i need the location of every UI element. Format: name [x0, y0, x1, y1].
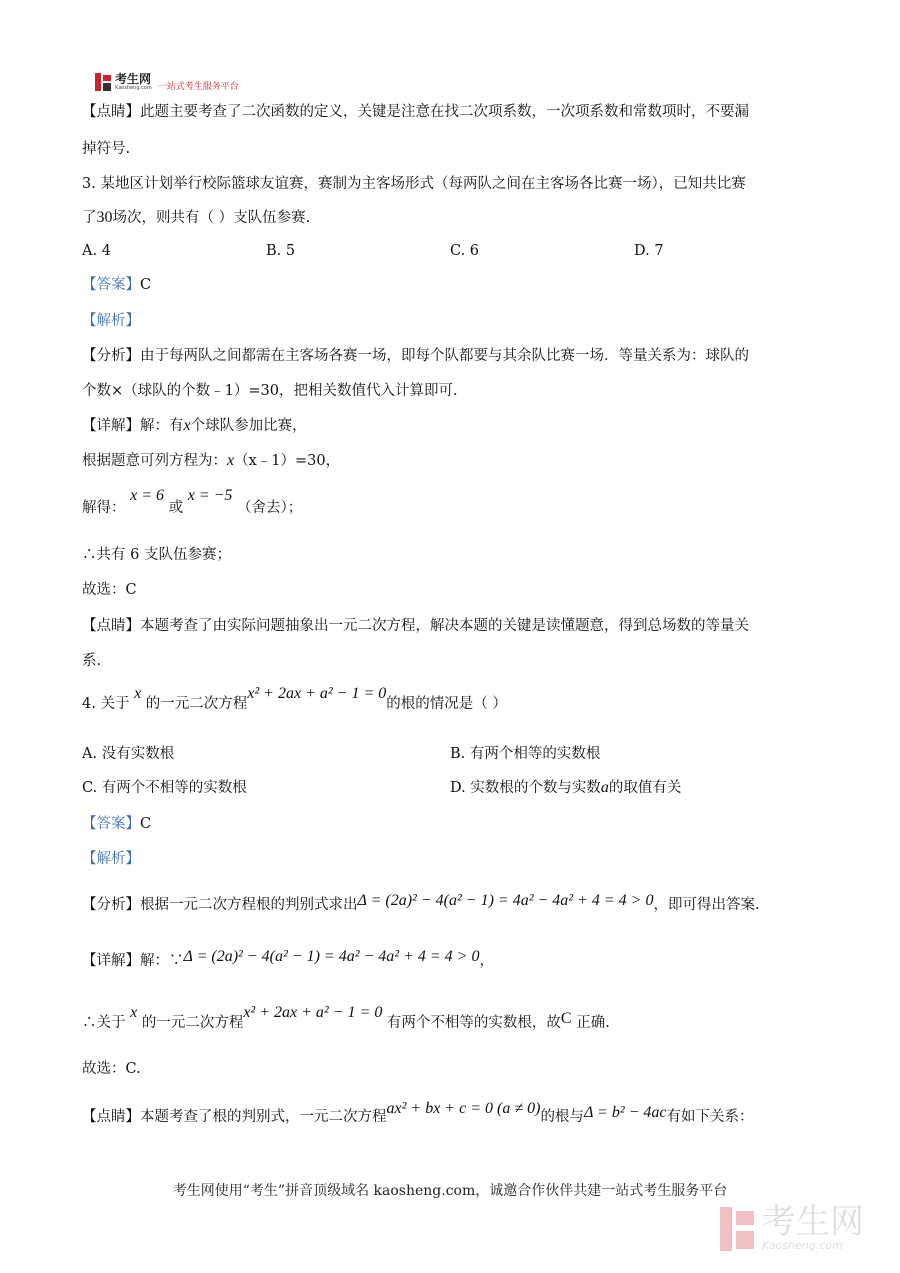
q4-option-b: B. 有两个相等的实数根	[450, 746, 601, 762]
text: 3. 某地区计划举行校际篮球友谊赛，赛制为主客场形式（每两队之间在主客场各比赛一场），已知共比赛	[82, 176, 746, 192]
math-delta: Δ = b² − 4ac	[583, 1104, 667, 1121]
logo-domain: Kaosheng.com	[115, 85, 152, 91]
text: 解得：	[82, 500, 126, 516]
text: ，	[479, 953, 494, 969]
q3-solution	[82, 487, 303, 518]
q3-dianjing-line1	[82, 616, 749, 636]
text: （舍去）；	[237, 500, 303, 516]
text: 此题主要考查了二次函数的定义，关键是注意在找二次项系数，一次项系数和常数项时，不要漏	[140, 104, 749, 120]
q3-equation	[82, 451, 340, 471]
q4-xiangjie	[82, 948, 494, 971]
math-var: x	[227, 452, 235, 469]
q3-option-d: D. 7	[634, 243, 664, 259]
math-equation: x² + 2ax + a² − 1 = 0	[243, 1004, 383, 1021]
text: C	[560, 1010, 572, 1027]
text: 解：∵	[140, 953, 184, 969]
text: 个球队参加比赛，	[190, 418, 307, 434]
text: 或	[168, 500, 184, 516]
text: 4. 关于	[82, 696, 130, 712]
text: 的一元二次方程	[145, 696, 248, 712]
q3-option-a: A. 4	[82, 243, 111, 259]
q4-stem	[82, 685, 507, 714]
watermark-name: 考生网	[762, 1202, 864, 1242]
q4-choice: 故选：C.	[82, 1061, 141, 1077]
text: 根据题意可列方程为：	[82, 453, 227, 469]
math-var: a	[600, 779, 609, 796]
q4-fenxi	[82, 892, 760, 915]
text: 由于每两队之间都需在主客场各赛一场，即每个队都要与其余队比赛一场．等量关系为：球队的	[140, 348, 749, 364]
q3-answer	[82, 275, 151, 295]
math-var: x	[134, 685, 142, 702]
q3-stem-line2	[82, 208, 310, 228]
answer-tag: 【答案】	[82, 277, 140, 293]
math-delta: Δ = (2a)² − 4(a² − 1) = 4a² − 4a² + 4 = 4 > 0	[183, 948, 480, 965]
math-solution-2: x = −5	[187, 487, 233, 504]
text: 有如下关系：	[666, 1109, 754, 1125]
math-var: x	[183, 417, 191, 434]
text: （x﹣1）=30，	[234, 453, 341, 469]
watermark-logo-icon	[720, 1207, 756, 1251]
fenxi-tag: 【分析】	[82, 897, 140, 913]
fenxi-tag: 【分析】	[82, 348, 140, 364]
number: 30	[96, 209, 113, 226]
q3-option-b: B. 5	[266, 243, 296, 259]
answer-value: C	[140, 816, 152, 832]
q4-conclusion	[82, 1004, 610, 1033]
xiangjie-tag: 【详解】	[82, 418, 140, 434]
math-equation: x² + 2ax + a² − 1 = 0	[247, 685, 387, 702]
site-logo[interactable]	[95, 72, 239, 92]
math-var: x	[130, 1004, 138, 1021]
q4-dianjing	[82, 1100, 754, 1127]
dianjing-tag: 【点睛】	[82, 104, 140, 120]
text: 了	[82, 210, 97, 226]
text: 的根与	[540, 1109, 584, 1125]
logo-name: 考生网	[115, 72, 152, 86]
q3-dianjing-line2: 系.	[82, 653, 102, 669]
math-solution-1: x = 6	[130, 487, 165, 504]
xiangjie-tag: 【详解】	[82, 953, 140, 969]
q3-xiangjie	[82, 416, 307, 436]
q3-conclusion: ∴共有 6 支队伍参赛；	[82, 547, 231, 563]
text: ，即可得出答案.	[653, 897, 760, 913]
math-delta: Δ = (2a)² − 4(a² − 1) = 4a² − 4a² + 4 = 4 > 0	[357, 892, 654, 909]
q3-stem-line1	[82, 174, 746, 194]
answer-tag: 【答案】	[82, 816, 140, 832]
dianjing-tag: 【点睛】	[82, 1109, 140, 1125]
text: 掉符号.	[82, 141, 131, 157]
q4-analysis-tag: 【解析】	[82, 851, 140, 867]
logo-icon	[95, 73, 111, 91]
q4-option-d	[450, 778, 681, 798]
q3-fenxi-line1	[82, 346, 749, 366]
text: ∴关于	[82, 1015, 126, 1031]
q3-analysis-tag: 【解析】	[82, 313, 140, 329]
text: 的一元二次方程	[141, 1015, 244, 1031]
q4-option-c: C. 有两个不相等的实数根	[82, 780, 247, 796]
logo-slogan: 一站式考生服务平台	[157, 81, 239, 92]
q4-option-a: A. 没有实数根	[82, 746, 175, 762]
q2-dianjing-line1	[82, 102, 749, 122]
text: 场次，则共有（ ）支队伍参赛.	[112, 210, 311, 226]
dianjing-tag: 【点睛】	[82, 618, 140, 634]
text: 本题考查了根的判别式，一元二次方程	[140, 1109, 387, 1125]
text: 有两个不相等的实数根，故	[386, 1015, 561, 1031]
q4-answer	[82, 814, 151, 834]
math-equation: ax² + bx + c = 0 (a ≠ 0)	[386, 1100, 541, 1117]
watermark	[720, 1202, 864, 1252]
text: 正确.	[576, 1015, 610, 1031]
text: 根据一元二次方程根的判别式求出	[140, 897, 358, 913]
answer-value: C	[140, 277, 152, 293]
q3-option-c: C. 6	[450, 243, 480, 259]
text: 本题考查了由实际问题抽象出一元二次方程，解决本题的关键是读懂题意，得到总场数的等量关	[140, 618, 749, 634]
text: 解：有	[140, 418, 184, 434]
watermark-domain: Kaosheng.com	[762, 1239, 843, 1252]
q3-choice: 故选：C	[82, 582, 137, 598]
text: D. 实数根的个数与实数	[450, 780, 601, 796]
q3-fenxi-line2	[82, 381, 458, 401]
text: 个数×（球队的个数﹣1）=30，把相关数值代入计算即可.	[82, 383, 458, 399]
q2-dianjing-line2	[82, 139, 130, 159]
text: 的取值有关	[608, 780, 682, 796]
footer-text: 考生网使用“考生”拼音顶级域名 kaosheng.com，诚邀合作伙伴共建一站式考生服务平台	[172, 1183, 728, 1199]
text: 的根的情况是（ ）	[386, 696, 507, 712]
